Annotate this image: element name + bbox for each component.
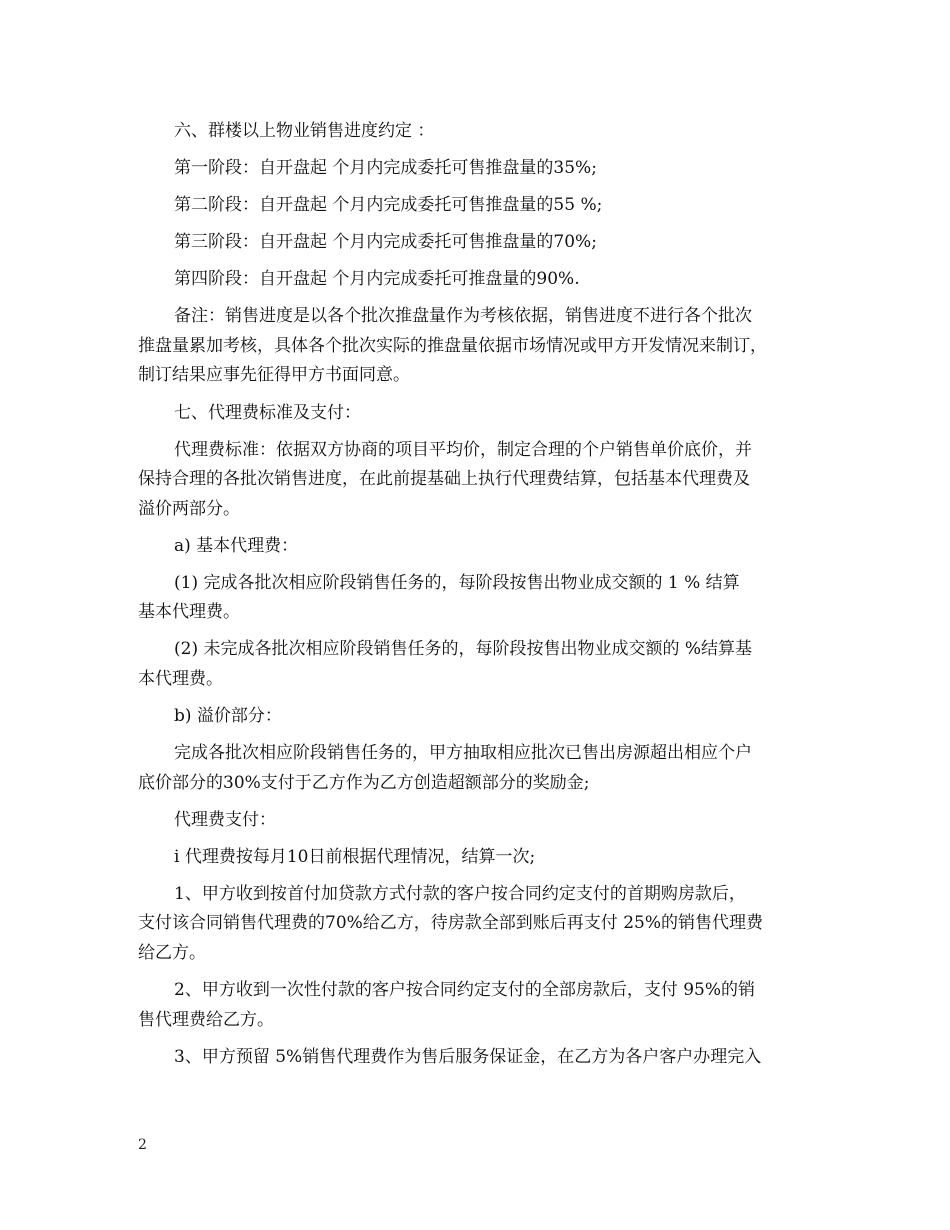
paragraph [138, 976, 814, 1035]
paragraph-line: 完成各批次相应阶段销售任务的，甲方抽取相应批次已售出房源超出相应个户 [174, 743, 752, 764]
paragraph-line: i 代理费按每月10日前根据代理情况，结算一次; [174, 846, 536, 867]
paragraph-line: 六、群楼以上物业销售进度约定 ： [174, 121, 435, 141]
paragraph-line: 第三阶段：自开盘起 个月内完成委托可售推盘量的70%; [174, 232, 597, 253]
paragraph-line: 第一阶段：自开盘起 个月内完成委托可售推盘量的35%; [174, 158, 597, 179]
paragraph [138, 532, 814, 562]
paragraph [138, 806, 814, 836]
paragraph [138, 191, 814, 221]
paragraph-line: 售代理费给乙方。 [138, 1009, 274, 1030]
paragraph-line: 备注：销售进度是以各个批次推盘量作为考核依据，销售进度不进行各个批次 [174, 306, 752, 327]
paragraph [138, 635, 814, 694]
document-body [138, 117, 814, 1072]
paragraph [138, 1043, 814, 1073]
paragraph [138, 302, 814, 391]
paragraph [138, 436, 814, 525]
paragraph-line: 溢价两部分。 [138, 498, 240, 519]
paragraph [138, 117, 814, 147]
paragraph-line: 代理费支付： [174, 809, 276, 830]
paragraph [138, 569, 814, 628]
paragraph-line: 制订结果应事先征得甲方书面同意。 [138, 365, 410, 386]
paragraph-line: 第二阶段：自开盘起 个月内完成委托可售推盘量的55 %; [174, 195, 603, 216]
paragraph [138, 739, 814, 798]
paragraph-line: 代理费标准：依据双方协商的项目平均价，制定合理的个户销售单价底价，并 [174, 439, 752, 460]
paragraph [138, 843, 814, 873]
paragraph-line: a) 基本代理费： [174, 535, 299, 556]
paragraph-line: 推盘量累加考核，具体各个批次实际的推盘量依据市场情况或甲方开发情况来制订， [138, 335, 767, 356]
paragraph-line: 第四阶段：自开盘起 个月内完成委托可推盘量的90%. [174, 269, 580, 290]
paragraph-line: 底价部分的30%支付于乙方作为乙方创造超额部分的奖励金; [138, 772, 590, 793]
paragraph [138, 399, 814, 429]
paragraph-line: (1) 完成各批次相应阶段销售任务的，每阶段按售出物业成交额的 1 % 结算 [174, 572, 740, 593]
paragraph-line: 七、代理费标准及支付： [174, 402, 361, 423]
paragraph-line: 本代理费。 [138, 668, 223, 689]
page-number: 2 [138, 1137, 147, 1153]
paragraph-line: b) 溢价部分： [174, 706, 282, 727]
paragraph [138, 702, 814, 732]
paragraph-line: 保持合理的各批次销售进度，在此前提基础上执行代理费结算，包括基本代理费及 [138, 469, 750, 490]
paragraph-line: 3、甲方预留 5%销售代理费作为售后服务保证金，在乙方为各户客户办理完入 [174, 1046, 762, 1067]
paragraph-line: 1、甲方收到按首付加贷款方式付款的客户按合同约定支付的首期购房款后， [174, 883, 746, 904]
paragraph [138, 265, 814, 295]
paragraph [138, 880, 814, 969]
paragraph-line: 基本代理费。 [138, 602, 240, 623]
paragraph-line: 支付该合同销售代理费的70%给乙方，待房款全部到账后再支付 25%的销售代理费 [138, 913, 763, 934]
paragraph-line: 2、甲方收到一次性付款的客户按合同约定支付的全部房款后，支付 95%的销 [174, 980, 756, 1000]
paragraph-line: (2) 未完成各批次相应阶段销售任务的，每阶段按售出物业成交额的 %结算基 [174, 639, 753, 660]
paragraph [138, 154, 814, 184]
paragraph [138, 228, 814, 258]
paragraph-line: 给乙方。 [138, 942, 206, 963]
